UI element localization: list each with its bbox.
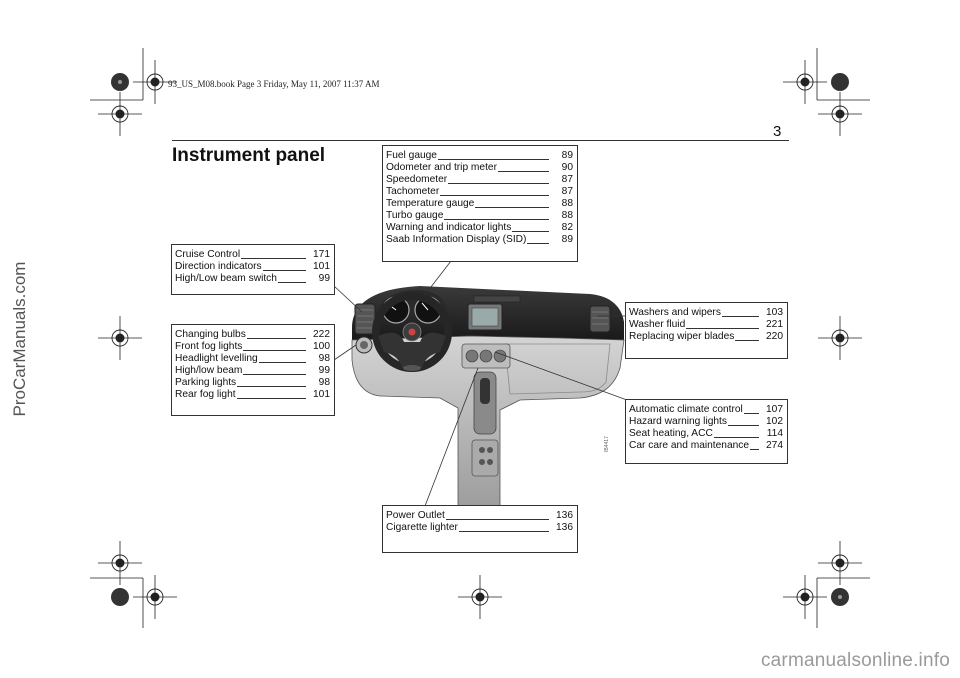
index-entry[interactable]: Cigarette lighter 136 <box>386 522 573 533</box>
crosshair-icon <box>98 92 142 136</box>
index-entry[interactable]: Hazard warning lights 102 <box>629 416 783 427</box>
crosshair-icon <box>783 60 827 104</box>
index-entry[interactable]: Temperature gauge 88 <box>386 198 573 209</box>
registration-dot-icon <box>831 588 849 606</box>
index-entry[interactable]: Headlight levelling 98 <box>175 353 330 364</box>
crosshair-icon <box>783 575 827 619</box>
washers-reference-box <box>625 302 788 359</box>
index-entry[interactable]: Tachometer 87 <box>386 186 573 197</box>
index-entry[interactable]: High/low beam 99 <box>175 365 330 376</box>
book-imprint-line: 93_US_M08.book Page 3 Friday, May 11, 2007 11:37 AM <box>168 79 380 89</box>
index-entry[interactable]: Seat heating, ACC 114 <box>629 428 783 439</box>
climate-reference-box <box>625 399 788 464</box>
power-outlet-reference-box <box>382 505 578 553</box>
index-entry[interactable]: Fuel gauge 89 <box>386 150 573 161</box>
crosshair-icon <box>458 575 502 619</box>
side-watermark: ProCarManuals.com <box>10 261 29 417</box>
index-entry[interactable]: Saab Information Display (SID) 89 <box>386 234 573 245</box>
dashboard-illustration <box>352 286 624 510</box>
index-entry[interactable]: Warning and indicator lights 82 <box>386 222 573 233</box>
index-entry[interactable]: Rear fog light 101 <box>175 389 330 400</box>
crosshair-icon <box>818 92 862 136</box>
crosshair-icon <box>98 316 142 360</box>
crosshair-icon <box>818 541 862 585</box>
page-title: Instrument panel <box>172 145 326 166</box>
cruise-control-reference-box <box>171 244 335 295</box>
index-entry[interactable]: Automatic climate control 107 <box>629 404 783 415</box>
index-entry[interactable]: Odometer and trip meter 90 <box>386 162 573 173</box>
index-entry[interactable]: Washer fluid 221 <box>629 319 783 330</box>
registration-dot-icon <box>831 73 849 91</box>
footer-watermark[interactable]: carmanualsonline.info <box>760 650 950 671</box>
crosshair-icon <box>98 541 142 585</box>
index-entry[interactable]: Direction indicators 101 <box>175 261 330 272</box>
registration-dot-icon <box>111 588 129 606</box>
index-entry[interactable]: High/Low beam switch 99 <box>175 273 330 284</box>
index-entry[interactable]: Washers and wipers 103 <box>629 307 783 318</box>
index-entry[interactable]: Changing bulbs 222 <box>175 329 330 340</box>
page-number: 3 <box>773 123 782 140</box>
registration-dot-icon <box>111 73 129 91</box>
gauges-reference-box <box>382 145 578 262</box>
index-entry[interactable]: Cruise Control 171 <box>175 249 330 260</box>
figure-reference: IB4417 <box>604 436 610 452</box>
header-rule <box>172 140 789 141</box>
index-entry[interactable]: Speedometer 87 <box>386 174 573 185</box>
crosshair-icon <box>133 575 177 619</box>
index-entry[interactable]: Replacing wiper blades 220 <box>629 331 783 342</box>
crosshair-icon <box>818 316 862 360</box>
index-entry[interactable]: Turbo gauge 88 <box>386 210 573 221</box>
lights-reference-box <box>171 324 335 416</box>
index-entry[interactable]: Parking lights 98 <box>175 377 330 388</box>
index-entry[interactable]: Car care and maintenance 274 <box>629 440 783 451</box>
index-entry[interactable]: Power Outlet 136 <box>386 510 573 521</box>
index-entry[interactable]: Front fog lights 100 <box>175 341 330 352</box>
